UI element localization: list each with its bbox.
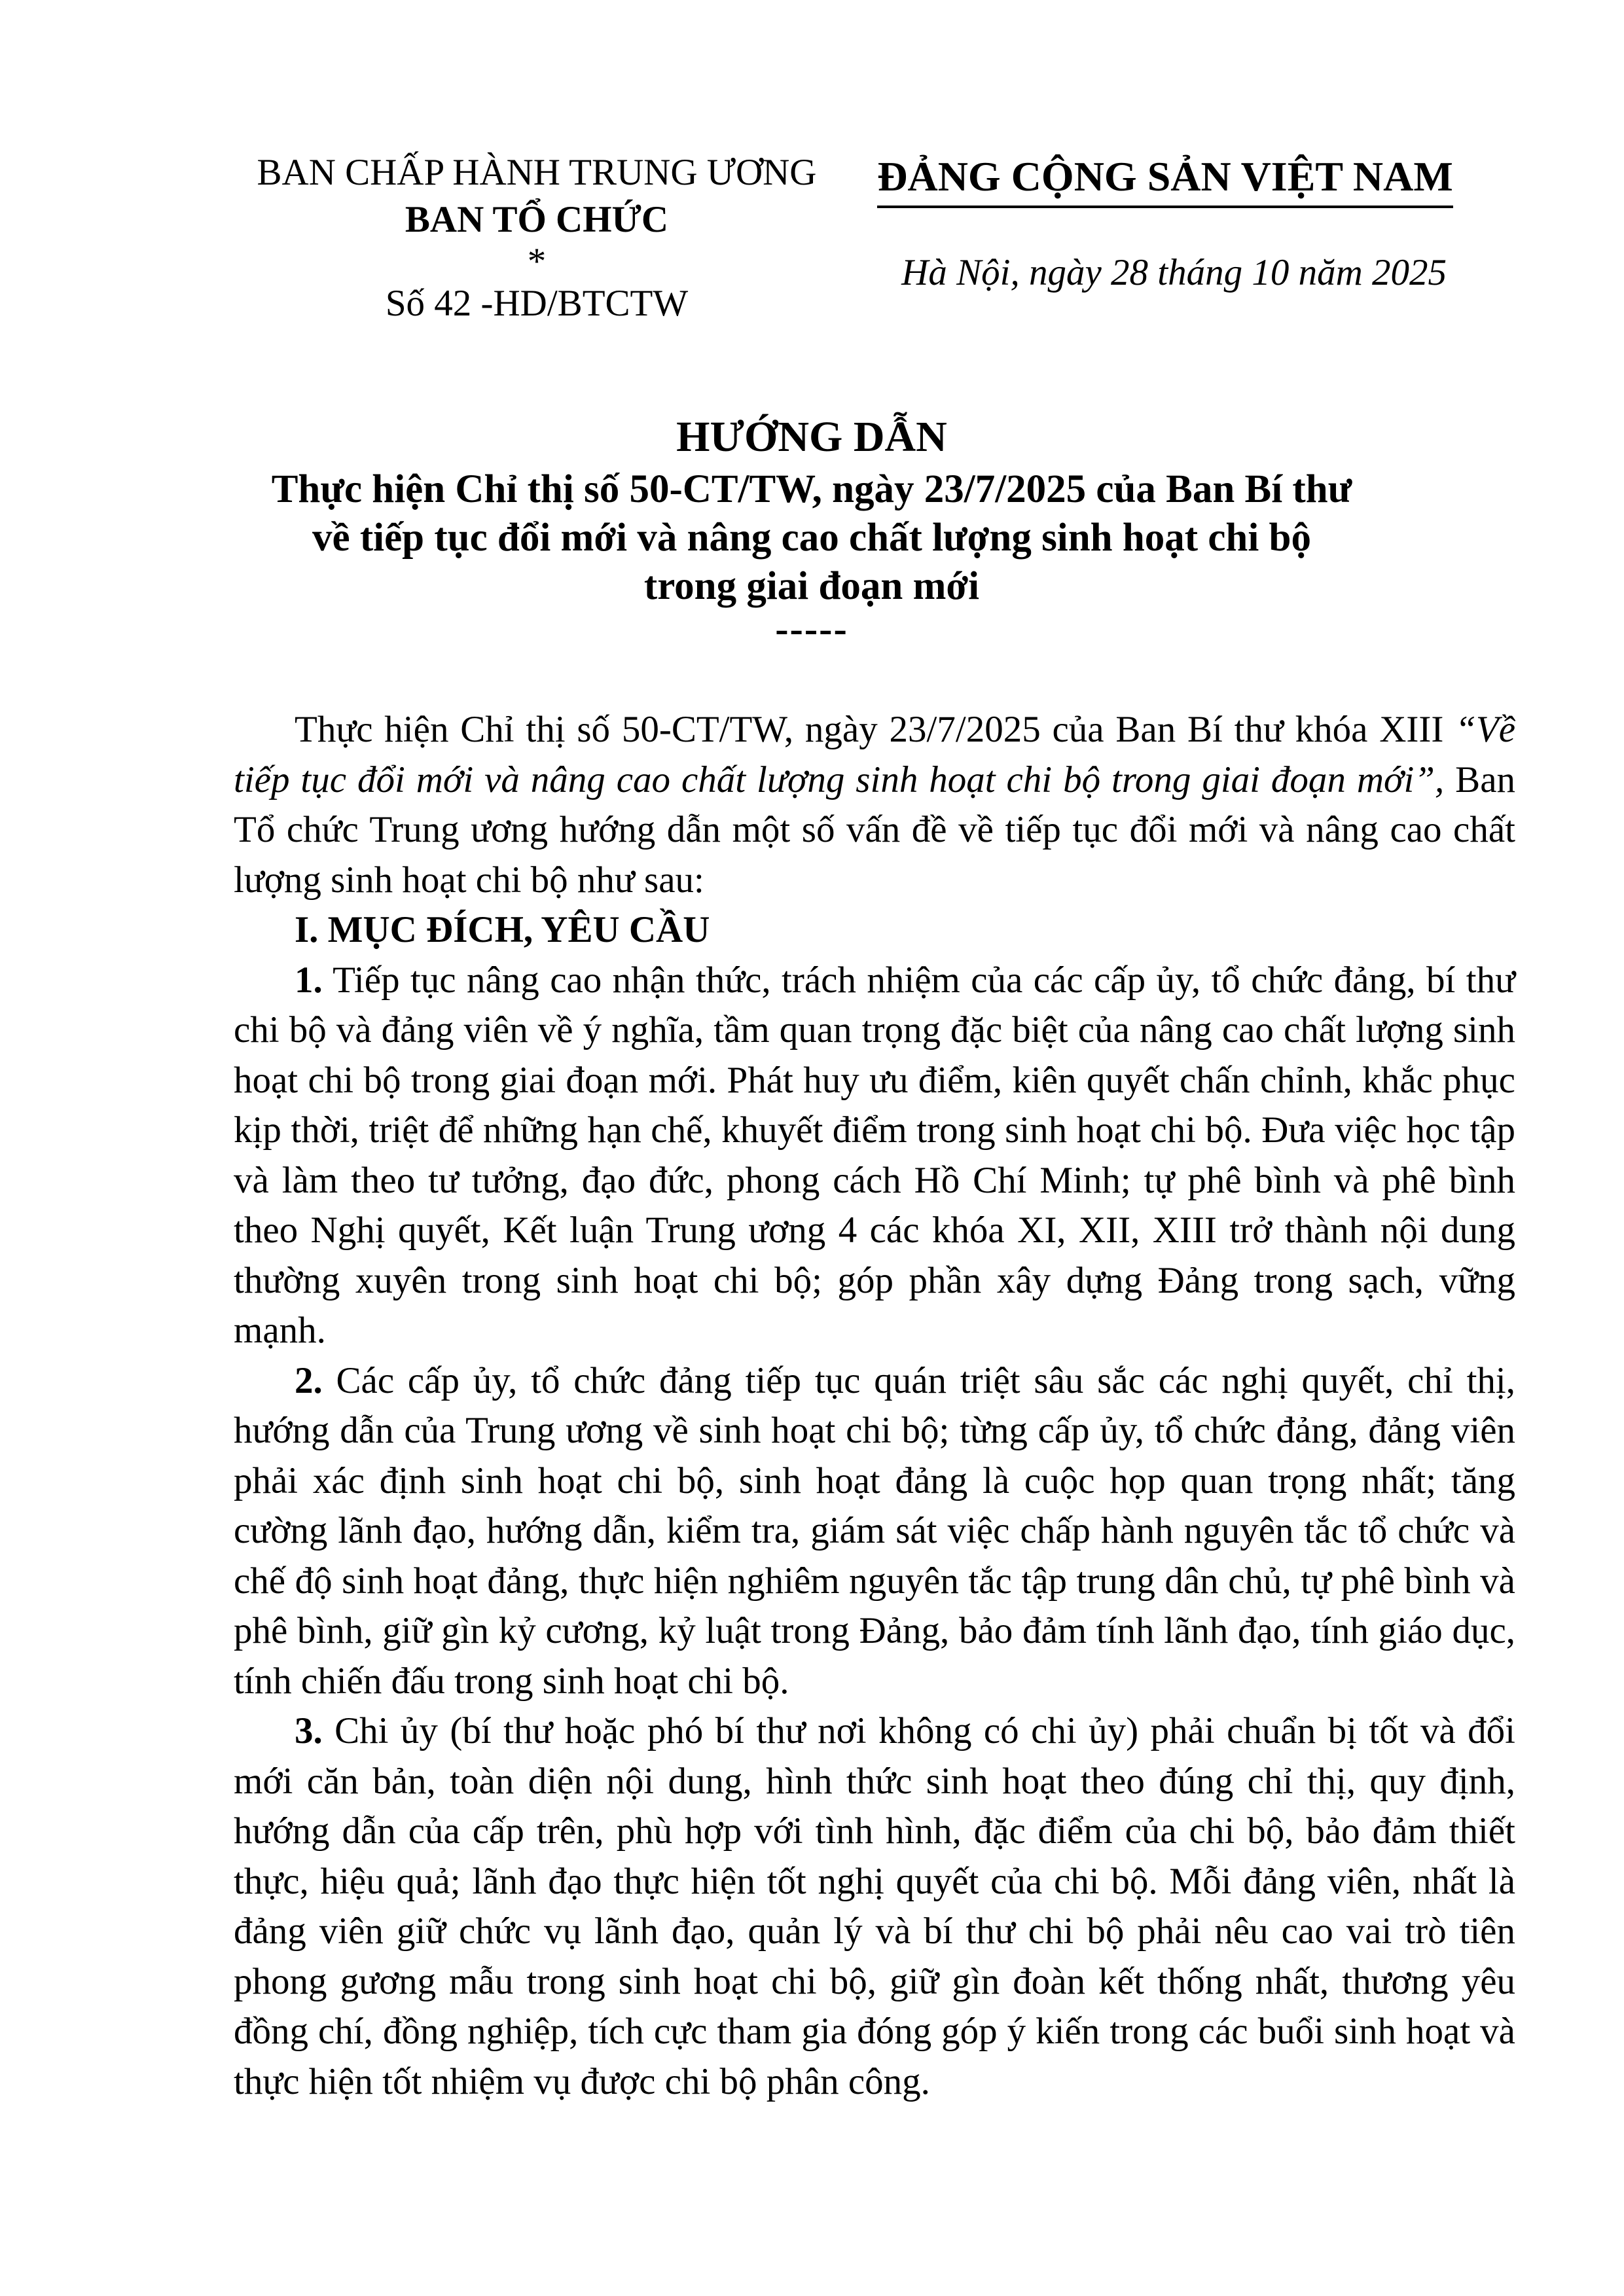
item-number: 1. (295, 959, 323, 1001)
org-sub: BAN TỔ CHỨC (405, 199, 669, 240)
document-title (196, 409, 1427, 649)
intro-quote: “Về tiếp tục đổi mới và nâng cao chất lượng sinh hoạt chi bộ trong giai đoạn mới”, (234, 709, 1515, 800)
party-name: ĐẢNG CỘNG SẢN VIỆT NAM (877, 149, 1453, 208)
title-separator: ----- (775, 607, 848, 651)
item-text: Các cấp ủy, tổ chức đảng tiếp tục quán triệt sâu sắc các nghị quyết, chỉ thị, hướng dẫn của Trung ương về sinh hoạt chi bộ; từng cấp ủy, tổ chức đảng, đảng viên phải xác định sinh hoạt chi bộ, sinh hoạt đảng là cuộc họp quan trọng nhất; tăng cường lãnh đạo, hướng dẫn, kiểm tra, giám sát việc chấp hành nguyên tắc tổ chức và chế độ sinh hoạt đảng, thực hiện nghiêm nguyên tắc tập trung dân chủ, tự phê bình và phê bình, giữ gìn kỷ cương, kỷ luật trong Đảng, bảo đảm tính lãnh đạo, tính giáo dục, tính chiến đấu trong sinh hoạt chi bộ. (234, 1359, 1515, 1702)
item-text: Chi ủy (bí thư hoặc phó bí thư nơi không có chi ủy) phải chuẩn bị tốt và đổi mới căn bản, toàn diện nội dung, hình thức sinh hoạt theo đúng chỉ thị, quy định, hướng dẫn của cấp trên, phù hợp với tình hình, đặc điểm của chi bộ, bảo đảm thiết thực, hiệu quả; lãnh đạo thực hiện tốt nghị quyết của chi bộ. Mỗi đảng viên, nhất là đảng viên giữ chức vụ lãnh đạo, quản lý và bí thư chi bộ phải nêu cao vai trò tiên phong gương mẫu trong sinh hoạt chi bộ, giữ gìn đoàn kết thống nhất, thương yêu đồng chí, đồng nghiệp, tích cực tham gia đóng góp ý kiến trong các buổi sinh hoạt và thực hiện tốt nhiệm vụ được chi bộ phân công. (234, 1710, 1515, 2102)
doc-type: HƯỚNG DẪN (676, 413, 947, 461)
place-date: Hà Nội, ngày 28 tháng 10 năm 2025 (901, 252, 1447, 293)
party-header-block (851, 149, 1479, 294)
item-number: 3. (295, 1710, 323, 1751)
doc-number: Số 42 -HD/BTCTW (385, 283, 689, 324)
item-paragraph (234, 1706, 1515, 2107)
subtitle-line: trong giai đoạn mới (643, 564, 980, 608)
document-body (234, 705, 1515, 2107)
subtitle-line: Thực hiện Chỉ thị số 50-CT/TW, ngày 23/7/2025 của Ban Bí thư (271, 467, 1352, 511)
star-separator: * (527, 241, 547, 282)
intro-tail: Ban Tổ chức Trung ương hướng dẫn một số vấn đề về tiếp tục đổi mới và nâng cao chất lượng sinh hoạt chi bộ như sau: (234, 759, 1515, 901)
intro-lead: Thực hiện Chỉ thị số 50-CT/TW, ngày 23/7/2025 của Ban Bí thư khóa XIII (295, 709, 1456, 750)
item-paragraph (234, 956, 1515, 1356)
item-number: 2. (295, 1359, 323, 1401)
intro-paragraph (234, 705, 1515, 905)
subtitle-line: về tiếp tục đổi mới và nâng cao chất lượng sinh hoạt chi bộ (312, 516, 1311, 560)
item-text: Tiếp tục nâng cao nhận thức, trách nhiệm của các cấp ủy, tổ chức đảng, bí thư chi bộ và đảng viên về ý nghĩa, tầm quan trọng đặc biệt của nâng cao chất lượng sinh hoạt chi bộ trong giai đoạn mới. Phát huy ưu điểm, kiên quyết chấn chỉnh, khắc phục kịp thời, triệt để những hạn chế, khuyết điểm trong sinh hoạt chi bộ. Đưa việc học tập và làm theo tư tưởng, đạo đức, phong cách Hồ Chí Minh; tự phê bình và phê bình theo Nghị quyết, Kết luận Trung ương 4 các khóa XI, XII, XIII trở thành nội dung thường xuyên trong sinh hoạt chi bộ; góp phần xây dựng Đảng trong sạch, vững mạnh. (234, 959, 1515, 1351)
issuing-authority-block (236, 149, 838, 327)
section-heading: I. MỤC ĐÍCH, YÊU CẦU (295, 909, 710, 950)
item-paragraph (234, 1356, 1515, 1707)
org-top: BAN CHẤP HÀNH TRUNG ƯƠNG (257, 152, 817, 193)
